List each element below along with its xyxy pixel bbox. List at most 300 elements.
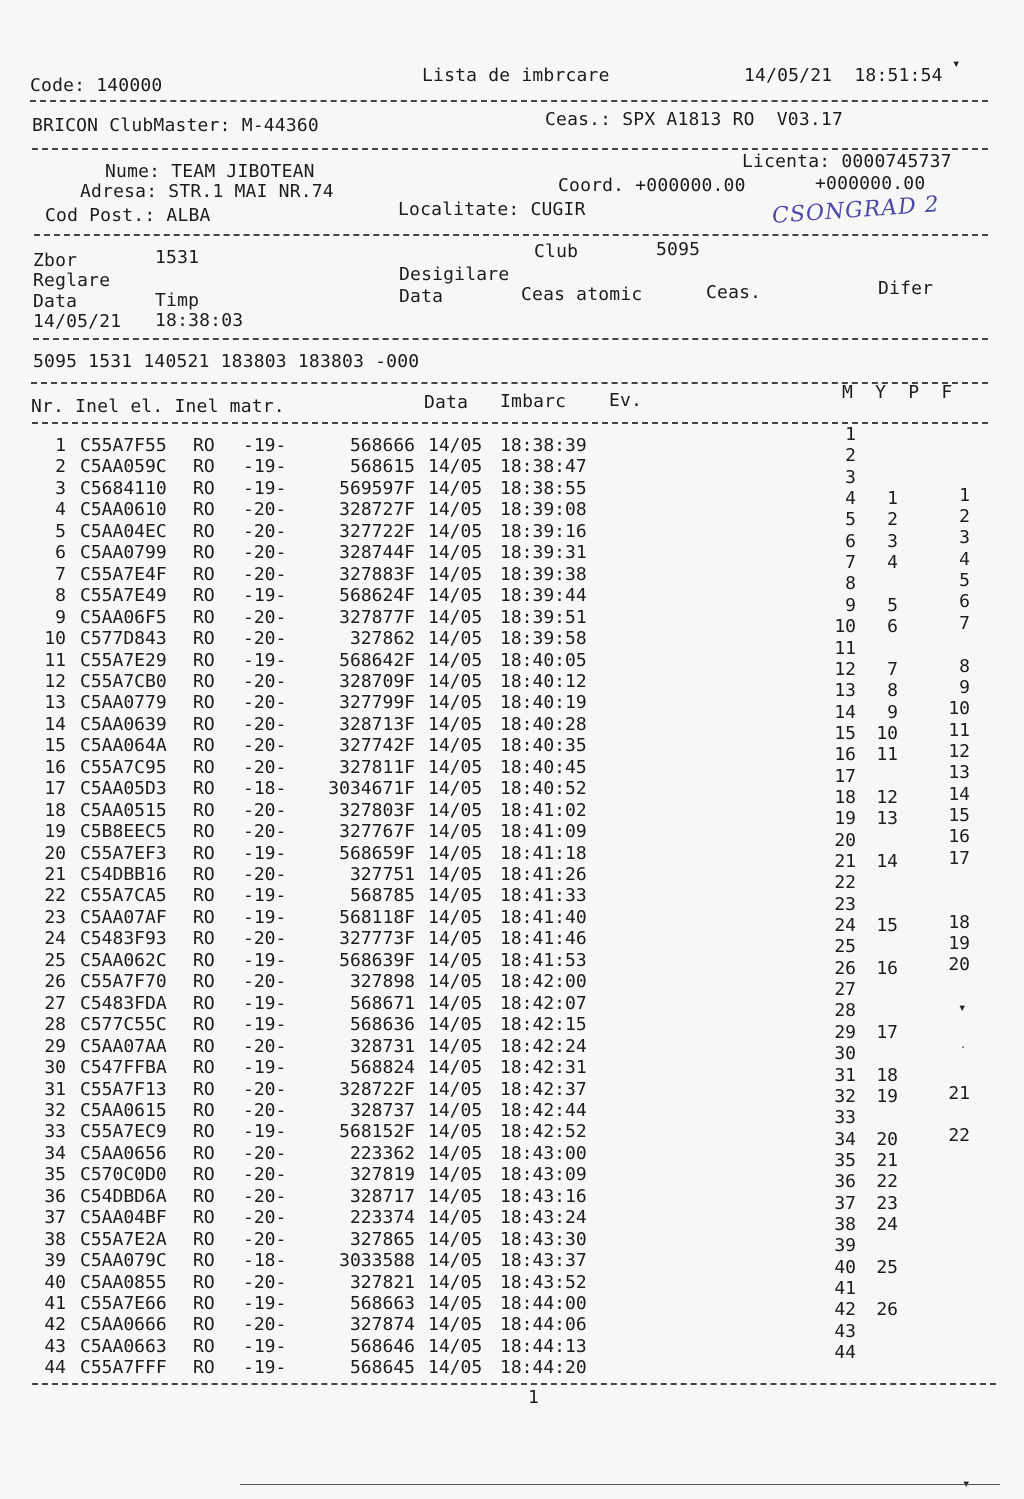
ring-year: -18- — [243, 1250, 287, 1272]
ink-mark: ▾ — [962, 1476, 971, 1492]
electronic-ring: C577D843 — [80, 628, 167, 650]
setting-time: 18:38:03 — [155, 310, 244, 331]
category-y: 7 — [887, 658, 898, 680]
country-code: RO — [193, 499, 215, 521]
row-number: 7 — [55, 563, 66, 585]
ring-number: 328722F — [339, 1078, 415, 1100]
row-number: 10 — [44, 628, 66, 650]
country-code: RO — [193, 949, 215, 971]
electronic-ring: C5AA0610 — [80, 499, 167, 521]
ring-year: -19- — [243, 1357, 287, 1379]
ink-mark: . — [960, 1040, 967, 1051]
unseal-label: Desigilare — [399, 264, 510, 285]
category-y: 23 — [876, 1192, 898, 1214]
boarding-time: 18:40:28 — [500, 713, 587, 735]
ring-number: 568666 — [349, 435, 415, 456]
boarding-date: 14/05 — [428, 778, 483, 800]
ring-number: 327722F — [339, 520, 415, 542]
country-code: RO — [193, 563, 215, 585]
ring-year: -19- — [243, 949, 287, 971]
row-number: 9 — [55, 606, 66, 628]
divider — [32, 1383, 996, 1385]
row-number: 15 — [44, 735, 66, 757]
boarding-date: 14/05 — [428, 821, 483, 843]
boarding-time: 18:42:07 — [500, 992, 587, 1014]
category-m: 42 — [834, 1299, 856, 1321]
summary-line: 5095 1531 140521 183803 183803 -000 — [33, 351, 420, 372]
boarding-date: 14/05 — [428, 1014, 483, 1036]
ring-number: 568659F — [339, 842, 415, 864]
ring-number: 568639F — [339, 949, 415, 971]
ring-year: -19- — [243, 842, 287, 864]
electronic-ring: C5AA0799 — [80, 542, 167, 564]
electronic-ring: C5AA0779 — [80, 692, 167, 714]
ring-year: -20- — [243, 1185, 287, 1207]
category-m: 1 — [845, 424, 856, 445]
category-m: 2 — [845, 445, 856, 467]
boarding-time: 18:41:40 — [500, 906, 587, 928]
boarding-date: 14/05 — [428, 1035, 483, 1057]
boarding-date: 14/05 — [428, 756, 483, 778]
category-y: 10 — [876, 722, 898, 744]
category-m: 20 — [834, 829, 856, 851]
locality: Localitate: CUGIR — [398, 199, 586, 220]
boarding-time: 18:43:30 — [500, 1228, 587, 1250]
category-m: 21 — [834, 851, 856, 872]
ring-number: 328717 — [349, 1185, 415, 1207]
ring-number: 568785 — [349, 885, 415, 907]
boarding-time: 18:44:20 — [500, 1357, 587, 1379]
ring-number: 568636 — [349, 1014, 415, 1036]
ring-year: -19- — [243, 885, 287, 907]
boarding-time: 18:42:31 — [500, 1057, 587, 1079]
electronic-ring: C5B8EEC5 — [80, 821, 167, 843]
ring-year: -19- — [243, 906, 287, 928]
category-m: 26 — [834, 957, 856, 979]
electronic-ring: C55A7F70 — [80, 971, 167, 993]
category-y: 13 — [876, 808, 898, 830]
row-number: 29 — [44, 1035, 66, 1057]
boarding-time: 18:42:37 — [500, 1078, 587, 1100]
row-number: 25 — [44, 949, 66, 971]
table-header-myp: M Y P F — [842, 382, 953, 403]
ring-year: -20- — [243, 670, 287, 692]
boarding-date: 14/05 — [428, 1335, 483, 1357]
category-m: 10 — [834, 616, 856, 638]
category-m: 5 — [845, 509, 856, 531]
electronic-ring: C5AA0663 — [80, 1335, 167, 1357]
country-code: RO — [193, 477, 215, 499]
category-y: 16 — [876, 957, 898, 979]
category-y: 15 — [876, 915, 898, 937]
category-m: 41 — [834, 1278, 856, 1299]
category-m: 24 — [834, 915, 856, 937]
category-m: 9 — [845, 594, 856, 616]
country-code: RO — [193, 971, 215, 993]
electronic-ring: C5AA0656 — [80, 1142, 167, 1164]
ring-year: -20- — [243, 499, 287, 521]
electronic-ring: C5AA0855 — [80, 1271, 167, 1293]
boarding-date: 14/05 — [428, 585, 483, 607]
category-m: 29 — [834, 1021, 856, 1043]
category-f: 4 — [959, 548, 970, 570]
category-f: 3 — [959, 527, 970, 549]
boarding-date: 14/05 — [428, 477, 483, 499]
ring-number: 327773F — [339, 928, 415, 950]
category-m: 22 — [834, 872, 856, 894]
ring-number: 327898 — [349, 971, 415, 993]
country-code: RO — [193, 713, 215, 735]
club-value: 5095 — [656, 239, 701, 260]
electronic-ring: C5AA064A — [80, 735, 167, 757]
category-y: 1 — [887, 488, 898, 510]
country-code: RO — [193, 885, 215, 907]
category-m: 4 — [845, 488, 856, 510]
electronic-ring: C55A7E2A — [80, 1228, 167, 1250]
boarding-date: 14/05 — [428, 1357, 483, 1379]
boarding-time: 18:39:51 — [500, 606, 587, 628]
ring-year: -19- — [243, 435, 287, 456]
row-number: 37 — [44, 1207, 66, 1229]
boarding-time: 18:43:09 — [500, 1164, 587, 1186]
boarding-date: 14/05 — [428, 606, 483, 628]
ring-number: 568642F — [339, 649, 415, 671]
boarding-time: 18:39:38 — [500, 563, 587, 585]
category-m: 36 — [834, 1171, 856, 1193]
electronic-ring: C5AA0639 — [80, 713, 167, 735]
ring-number: 328713F — [339, 713, 415, 735]
ring-number: 327865 — [349, 1228, 415, 1250]
divider — [32, 148, 988, 150]
ring-number: 327874 — [349, 1314, 415, 1336]
time-label: Timp — [155, 290, 200, 311]
category-f: 1 — [959, 484, 970, 506]
unseal-date-label: Data — [399, 286, 444, 307]
ring-number: 327821 — [349, 1271, 415, 1293]
ring-year: -20- — [243, 928, 287, 950]
category-y: 24 — [876, 1213, 898, 1235]
boarding-date: 14/05 — [428, 1207, 483, 1229]
country-code: RO — [193, 1142, 215, 1164]
country-code: RO — [193, 1099, 215, 1121]
ring-year: -20- — [243, 1314, 287, 1336]
ring-number: 327862 — [349, 628, 415, 650]
ring-number: 328744F — [339, 542, 415, 564]
boarding-time: 18:44:13 — [500, 1335, 587, 1357]
row-number: 38 — [44, 1228, 66, 1250]
ring-number: 327819 — [349, 1164, 415, 1186]
electronic-ring: C55A7E49 — [80, 585, 167, 607]
category-f: 13 — [948, 762, 970, 784]
boarding-date: 14/05 — [428, 1228, 483, 1250]
category-m: 8 — [845, 573, 856, 595]
boarding-date: 14/05 — [428, 864, 483, 885]
ring-year: -20- — [243, 1035, 287, 1057]
boarding-date: 14/05 — [428, 1250, 483, 1272]
boarding-time: 18:44:00 — [500, 1293, 587, 1314]
ring-number: 568671 — [349, 992, 415, 1014]
electronic-ring: C55A7E4F — [80, 563, 167, 585]
category-y: 20 — [876, 1128, 898, 1150]
ring-year: -20- — [243, 1271, 287, 1293]
country-code: RO — [193, 606, 215, 628]
row-number: 36 — [44, 1185, 66, 1207]
electronic-ring: C547FFBA — [80, 1057, 167, 1079]
boarding-time: 18:43:52 — [500, 1271, 587, 1293]
ring-year: -20- — [243, 1228, 287, 1250]
ring-year: -19- — [243, 456, 287, 478]
country-code: RO — [193, 992, 215, 1014]
electronic-ring: C5AA05D3 — [80, 778, 167, 800]
category-m: 14 — [834, 701, 856, 723]
boarding-date: 14/05 — [428, 992, 483, 1014]
ring-year: -20- — [243, 1207, 287, 1229]
boarding-date: 14/05 — [428, 885, 483, 907]
ring-number: 328731 — [349, 1035, 415, 1057]
category-y: 5 — [887, 594, 898, 616]
category-y: 4 — [887, 552, 898, 574]
country-code: RO — [193, 906, 215, 928]
boarding-date: 14/05 — [428, 563, 483, 585]
row-number: 44 — [44, 1357, 66, 1379]
country-code: RO — [193, 1271, 215, 1293]
date-label: Data — [33, 291, 78, 312]
boarding-time: 18:39:08 — [500, 499, 587, 521]
electronic-ring: C55A7C95 — [80, 756, 167, 778]
boarding-date: 14/05 — [428, 1078, 483, 1100]
category-f: 6 — [959, 591, 970, 613]
boarding-date: 14/05 — [428, 971, 483, 993]
atomic-clock-label: Ceas atomic — [521, 284, 643, 305]
divider — [33, 338, 988, 340]
country-code: RO — [193, 799, 215, 821]
boarding-time: 18:40:05 — [500, 649, 587, 671]
boarding-time: 18:39:31 — [500, 542, 587, 564]
category-y: 2 — [887, 509, 898, 531]
country-code: RO — [193, 692, 215, 714]
country-code: RO — [193, 649, 215, 671]
ring-number: 327767F — [339, 821, 415, 843]
boarding-time: 18:40:45 — [500, 756, 587, 778]
ring-year: -20- — [243, 542, 287, 564]
electronic-ring: C5AA06F5 — [80, 606, 167, 628]
boarding-time: 18:43:24 — [500, 1207, 587, 1229]
electronic-ring: C5AA04EC — [80, 520, 167, 542]
boarding-time: 18:41:46 — [500, 928, 587, 950]
country-code: RO — [193, 1335, 215, 1357]
category-m: 11 — [834, 637, 856, 659]
ring-year: -20- — [243, 1078, 287, 1100]
ring-year: -20- — [243, 735, 287, 757]
electronic-ring: C577C55C — [80, 1014, 167, 1036]
ring-number: 223362 — [349, 1142, 415, 1164]
country-code: RO — [193, 585, 215, 607]
ring-number: 568646 — [349, 1335, 415, 1357]
ring-year: -18- — [243, 778, 287, 800]
category-y: 19 — [876, 1085, 898, 1107]
ring-year: -20- — [243, 520, 287, 542]
electronic-ring: C5AA0666 — [80, 1314, 167, 1336]
ring-year: -20- — [243, 563, 287, 585]
ring-year: -19- — [243, 1014, 287, 1036]
boarding-time: 18:40:52 — [500, 778, 587, 800]
ring-number: 568118F — [339, 906, 415, 928]
ring-year: -20- — [243, 692, 287, 714]
category-y: 3 — [887, 530, 898, 552]
category-f: 11 — [948, 719, 970, 741]
boarding-date: 14/05 — [428, 735, 483, 757]
boarding-time: 18:39:58 — [500, 628, 587, 650]
category-m: 13 — [834, 680, 856, 702]
country-code: RO — [193, 1078, 215, 1100]
owner-address: Adresa: STR.1 MAI NR.74 — [80, 181, 334, 202]
paper-edge — [240, 1484, 1000, 1485]
difference-label: Difer — [878, 278, 934, 299]
ring-year: -20- — [243, 628, 287, 650]
category-f: 5 — [959, 570, 970, 592]
table-header-date: Data — [424, 392, 469, 413]
boarding-time: 18:39:44 — [500, 585, 587, 607]
boarding-date: 14/05 — [428, 1271, 483, 1293]
country-code: RO — [193, 821, 215, 843]
page-number: 1 — [528, 1387, 540, 1408]
row-number: 34 — [44, 1142, 66, 1164]
category-m: 32 — [834, 1085, 856, 1107]
ring-year: -19- — [243, 1293, 287, 1314]
country-code: RO — [193, 756, 215, 778]
category-f: 14 — [948, 783, 970, 805]
category-y: 26 — [876, 1299, 898, 1321]
ink-mark: ▾ — [958, 1000, 967, 1016]
ring-number: 223374 — [349, 1207, 415, 1229]
country-code: RO — [193, 1164, 215, 1186]
electronic-ring: C5AA0615 — [80, 1099, 167, 1121]
row-number: 13 — [44, 692, 66, 714]
ring-year: -19- — [243, 1121, 287, 1143]
boarding-time: 18:43:00 — [500, 1142, 587, 1164]
country-code: RO — [193, 842, 215, 864]
ring-number: 327883F — [339, 563, 415, 585]
electronic-ring: C5684110 — [80, 477, 167, 499]
boarding-date: 14/05 — [428, 542, 483, 564]
ring-year: -20- — [243, 713, 287, 735]
postal-code: Cod Post.: ALBA — [45, 205, 211, 226]
country-code: RO — [193, 1057, 215, 1079]
row-number: 40 — [44, 1271, 66, 1293]
owner-name: Nume: TEAM JIBOTEAN — [105, 161, 315, 182]
electronic-ring: C55A7CA5 — [80, 885, 167, 907]
ring-number: 569597F — [339, 477, 415, 499]
electronic-ring: C5483F93 — [80, 928, 167, 950]
row-number: 17 — [44, 778, 66, 800]
country-code: RO — [193, 1207, 215, 1229]
table-header-left: Nr. Inel el. Inel matr. — [31, 396, 285, 417]
boarding-time: 18:43:16 — [500, 1185, 587, 1207]
boarding-time: 18:43:37 — [500, 1250, 587, 1272]
boarding-date: 14/05 — [428, 649, 483, 671]
electronic-ring: C54DBD6A — [80, 1185, 167, 1207]
country-code: RO — [193, 928, 215, 950]
category-f: 10 — [948, 698, 970, 720]
boarding-date: 14/05 — [428, 520, 483, 542]
category-m: 17 — [834, 765, 856, 787]
ring-number: 568645 — [349, 1357, 415, 1379]
electronic-ring: C55A7F55 — [80, 435, 167, 456]
electronic-ring: C5AA0515 — [80, 799, 167, 821]
row-number: 4 — [55, 499, 66, 521]
divider — [30, 100, 988, 102]
electronic-ring: C55A7EF3 — [80, 842, 167, 864]
ring-number: 327803F — [339, 799, 415, 821]
category-m: 16 — [834, 744, 856, 766]
category-f: 21 — [948, 1082, 970, 1104]
clock-col-label: Ceas. — [706, 282, 762, 303]
row-number: 32 — [44, 1099, 66, 1121]
category-f: 7 — [959, 612, 970, 634]
row-number: 33 — [44, 1121, 66, 1143]
row-number: 14 — [44, 713, 66, 735]
boarding-time: 18:38:55 — [500, 477, 587, 499]
ring-year: -19- — [243, 992, 287, 1014]
boarding-time: 18:38:39 — [500, 435, 587, 456]
country-code: RO — [193, 1314, 215, 1336]
boarding-date: 14/05 — [428, 842, 483, 864]
electronic-ring: C5AA062C — [80, 949, 167, 971]
country-code: RO — [193, 1035, 215, 1057]
ring-number: 328737 — [349, 1099, 415, 1121]
print-datetime: 14/05/21 18:51:54 — [744, 65, 943, 86]
category-y: 11 — [876, 744, 898, 766]
boarding-date: 14/05 — [428, 1314, 483, 1336]
category-f: 18 — [948, 911, 970, 933]
electronic-ring: C55A7EC9 — [80, 1121, 167, 1143]
category-f: 2 — [959, 506, 970, 528]
ink-mark: ▾ — [952, 56, 961, 72]
row-number: 16 — [44, 756, 66, 778]
category-y: 9 — [887, 701, 898, 723]
electronic-ring: C54DBB16 — [80, 864, 167, 885]
category-y: 25 — [876, 1256, 898, 1278]
table-header-event: Ev. — [609, 390, 643, 411]
category-m: 44 — [834, 1342, 856, 1364]
boarding-date: 14/05 — [428, 1057, 483, 1079]
category-m: 35 — [834, 1149, 856, 1171]
setting-date: 14/05/21 — [33, 311, 122, 332]
row-number: 1 — [55, 435, 66, 456]
country-code: RO — [193, 456, 215, 478]
electronic-ring: C570C0D0 — [80, 1164, 167, 1186]
category-m: 25 — [834, 936, 856, 958]
boarding-date: 14/05 — [428, 1099, 483, 1121]
ring-number: 568663 — [349, 1293, 415, 1314]
divider — [34, 234, 988, 236]
category-m: 40 — [834, 1256, 856, 1278]
category-m: 12 — [834, 658, 856, 680]
boarding-time: 18:42:52 — [500, 1121, 587, 1143]
boarding-time: 18:40:12 — [500, 670, 587, 692]
category-m: 6 — [845, 530, 856, 552]
row-number: 39 — [44, 1250, 66, 1272]
ring-year: -20- — [243, 606, 287, 628]
row-number: 20 — [44, 842, 66, 864]
boarding-time: 18:41:02 — [500, 799, 587, 821]
ring-number: 327811F — [339, 756, 415, 778]
ring-number: 327799F — [339, 692, 415, 714]
electronic-ring: C55A7E29 — [80, 649, 167, 671]
category-y: 12 — [876, 786, 898, 808]
coordinates: Coord. +000000.00 — [558, 175, 746, 196]
row-number: 3 — [55, 477, 66, 499]
